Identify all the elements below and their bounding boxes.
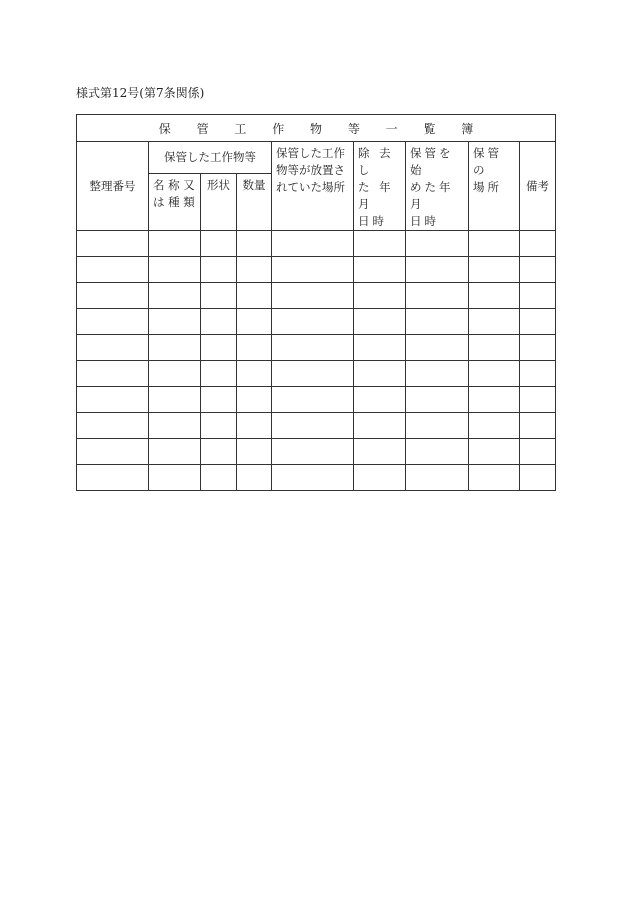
table-cell (77, 439, 149, 465)
header-remarks: 備考 (520, 142, 556, 231)
header-quantity: 数量 (237, 173, 272, 230)
table-cell (354, 361, 406, 387)
table-cell (469, 283, 520, 309)
table-row (77, 387, 556, 413)
table-cell (354, 231, 406, 257)
table-cell (354, 309, 406, 335)
table-cell (237, 387, 272, 413)
table-cell (520, 361, 556, 387)
table-cell (77, 387, 149, 413)
table-cell (77, 465, 149, 491)
table-cell (77, 257, 149, 283)
table-cell (469, 231, 520, 257)
table-cell (237, 439, 272, 465)
header-stored-structures: 保管した工作物等 (149, 142, 272, 174)
table-cell (354, 283, 406, 309)
table-cell (77, 231, 149, 257)
table-cell (77, 335, 149, 361)
title-row (77, 115, 556, 142)
table-cell (201, 335, 237, 361)
table-cell (520, 465, 556, 491)
table-cell (406, 413, 469, 439)
data-rows (77, 231, 556, 491)
table-cell (272, 309, 354, 335)
table-cell (272, 335, 354, 361)
table-row (77, 361, 556, 387)
table-cell (237, 309, 272, 335)
table-cell (237, 257, 272, 283)
table-cell (272, 283, 354, 309)
table-cell (237, 465, 272, 491)
table-cell (272, 413, 354, 439)
table-cell (272, 361, 354, 387)
table-cell (77, 283, 149, 309)
table-row (77, 335, 556, 361)
table-cell (469, 257, 520, 283)
table-cell (520, 257, 556, 283)
table-cell (149, 439, 201, 465)
table-cell (354, 413, 406, 439)
table-cell (406, 257, 469, 283)
table-cell (406, 283, 469, 309)
table-cell (406, 361, 469, 387)
table-cell (149, 257, 201, 283)
table-cell (201, 361, 237, 387)
table-cell (354, 387, 406, 413)
table-row (77, 439, 556, 465)
table-cell (237, 283, 272, 309)
table-cell (520, 309, 556, 335)
table-cell (237, 231, 272, 257)
table-cell (77, 361, 149, 387)
table-cell (77, 309, 149, 335)
table-cell (149, 309, 201, 335)
table-cell (149, 387, 201, 413)
table-cell (520, 387, 556, 413)
table-cell (272, 387, 354, 413)
table-cell (406, 231, 469, 257)
table-cell (77, 413, 149, 439)
table-cell (469, 439, 520, 465)
table-cell (201, 439, 237, 465)
table-cell (272, 465, 354, 491)
table-cell (469, 465, 520, 491)
header-shape: 形状 (201, 173, 237, 230)
table-cell (149, 335, 201, 361)
table-cell (272, 257, 354, 283)
table-cell (201, 309, 237, 335)
table-cell (201, 413, 237, 439)
table-row (77, 231, 556, 257)
table-cell (272, 439, 354, 465)
table-cell (520, 283, 556, 309)
table-cell (149, 361, 201, 387)
header-storage-start-datetime: 保管を始 めた年月 日時 (406, 142, 469, 231)
table-cell (469, 387, 520, 413)
header-storage-place: 保管の 場所 (469, 142, 520, 231)
form-label: 様式第12号(第7条関係) (76, 86, 205, 100)
table-cell (149, 283, 201, 309)
table-row (77, 413, 556, 439)
table-cell (469, 361, 520, 387)
table-cell (201, 387, 237, 413)
table-cell (201, 465, 237, 491)
table-cell (469, 335, 520, 361)
table-cell (201, 283, 237, 309)
table-cell (354, 465, 406, 491)
table-cell (354, 335, 406, 361)
table-cell (406, 309, 469, 335)
table-cell (469, 413, 520, 439)
table-cell (406, 387, 469, 413)
table-cell (201, 231, 237, 257)
table-row (77, 283, 556, 309)
header-removal-datetime: 除 去 し た 年 月 日時 (354, 142, 406, 231)
table-cell (469, 309, 520, 335)
table-cell (237, 361, 272, 387)
table-cell (520, 439, 556, 465)
header-serial-number: 整理番号 (77, 142, 149, 231)
storage-ledger-table (76, 114, 556, 491)
table-cell (354, 439, 406, 465)
table-cell (149, 231, 201, 257)
table-row (77, 465, 556, 491)
table-cell (520, 413, 556, 439)
table-cell (520, 335, 556, 361)
table-cell (406, 335, 469, 361)
table-row (77, 309, 556, 335)
table-cell (406, 465, 469, 491)
table-cell (354, 257, 406, 283)
table-cell (149, 413, 201, 439)
header-row-1 (77, 142, 556, 174)
table-title: 保 管 工 作 物 等 一 覧 簿 (77, 115, 556, 142)
table-cell (201, 257, 237, 283)
header-location-left: 保管した工作 物等が放置さ れていた場所 (272, 142, 354, 231)
table-row (77, 257, 556, 283)
table-cell (406, 439, 469, 465)
table-cell (520, 231, 556, 257)
table-cell (237, 413, 272, 439)
table-cell (237, 335, 272, 361)
table-cell (149, 465, 201, 491)
table-cell (272, 231, 354, 257)
header-name-or-type: 名 称 又 は 種 類 (149, 173, 201, 230)
